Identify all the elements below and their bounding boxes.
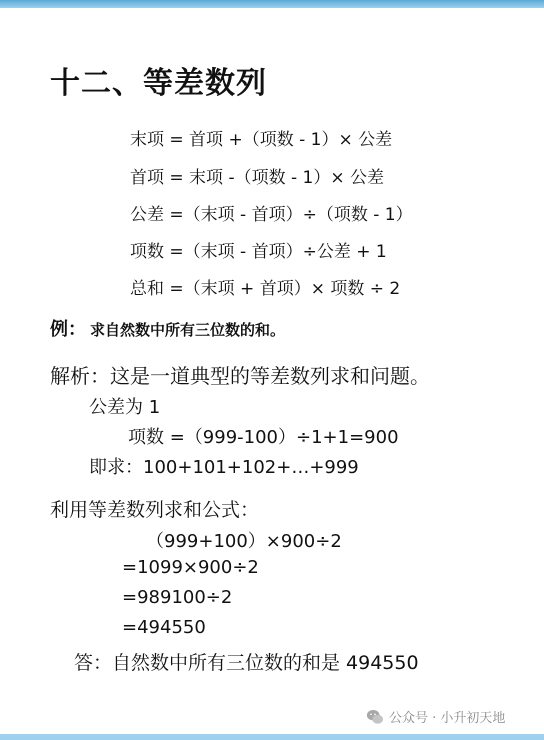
section-title: 十二、等差数列 xyxy=(50,66,267,101)
calc-step-4: =494550 xyxy=(122,617,206,638)
analysis-line: 解析：这是一道典型的等差数列求和问题。 xyxy=(50,364,430,388)
use-formula-line: 利用等差数列求和公式： xyxy=(50,499,260,521)
watermark-text: 公众号 · 小升初天地 xyxy=(389,711,506,726)
top-border xyxy=(0,0,544,8)
term-count-line: 项数 =（999-100）÷1+1=900 xyxy=(128,427,399,448)
answer-line: 答：自然数中所有三位数的和是 494550 xyxy=(74,652,419,674)
formula-term-count: 项数 =（末项 - 首项）÷公差 + 1 xyxy=(130,242,387,262)
calc-step-2: =1099×900÷2 xyxy=(122,557,259,578)
formula-last-term: 末项 = 首项 +（项数 - 1）× 公差 xyxy=(130,130,393,150)
example-text: 求自然数中所有三位数的和。 xyxy=(90,321,286,339)
seek-line: 即求：100+101+102+…+999 xyxy=(89,457,359,478)
calc-step-3: =989100÷2 xyxy=(122,587,233,608)
bottom-border xyxy=(0,734,544,740)
formula-sum: 总和 =（末项 + 首项）× 项数 ÷ 2 xyxy=(130,279,401,299)
watermark xyxy=(366,707,505,726)
calc-step-1: （999+100）×900÷2 xyxy=(146,531,342,552)
wechat-icon xyxy=(366,708,384,726)
example-label: 例： xyxy=(50,319,86,340)
common-difference-line: 公差为 1 xyxy=(89,397,161,418)
example xyxy=(50,315,285,341)
formula-first-term: 首项 = 末项 -（项数 - 1）× 公差 xyxy=(130,168,384,188)
formula-common-difference: 公差 =（末项 - 首项）÷（项数 - 1） xyxy=(130,205,413,225)
